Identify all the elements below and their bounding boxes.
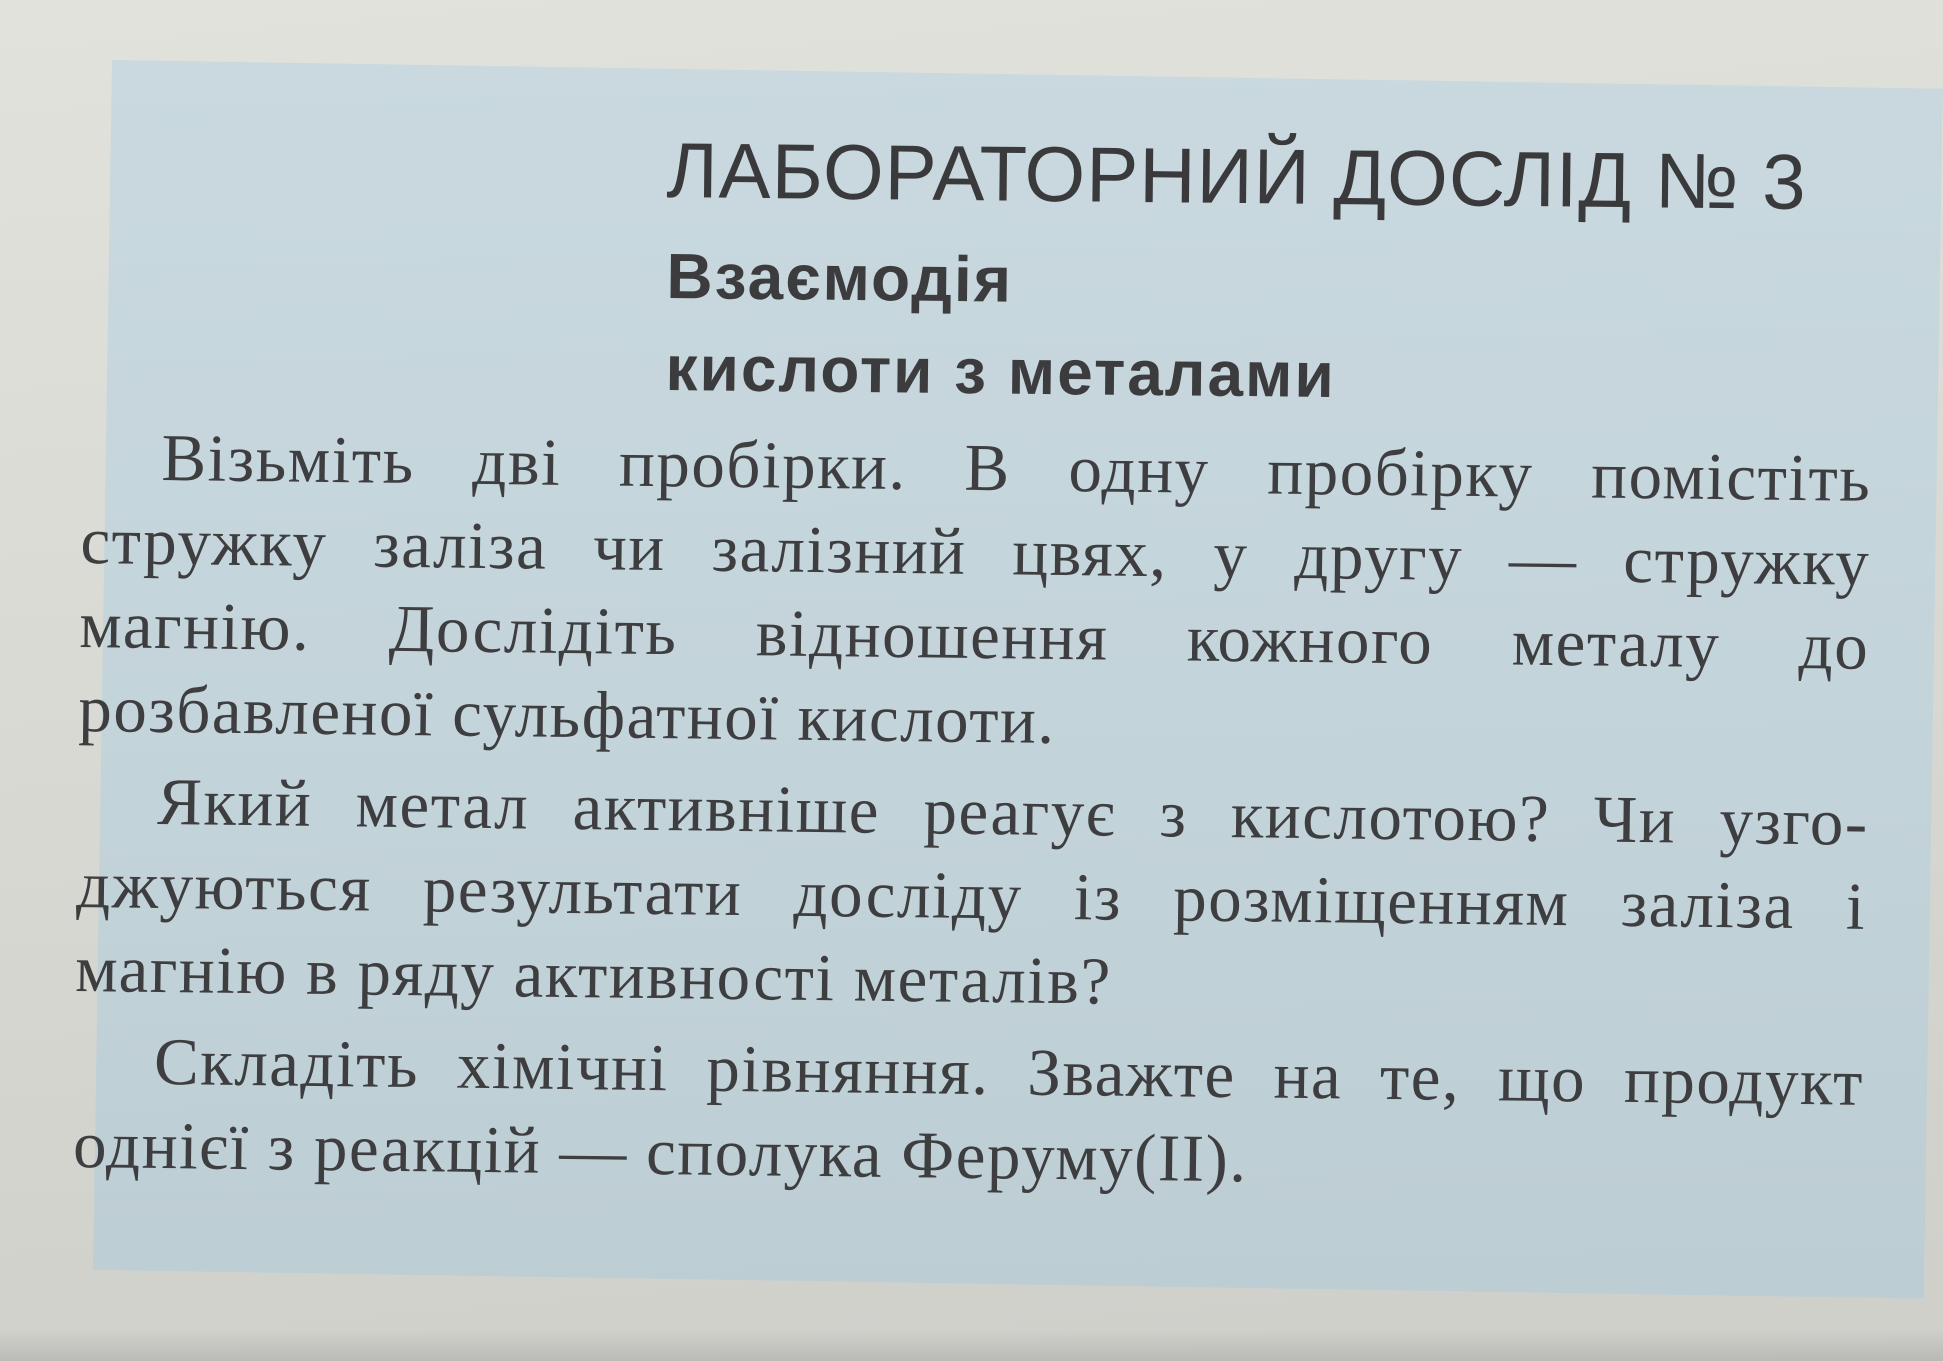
paragraph-equations: Складіть хімічні рівняння. Зважте на те, що продукт однієї з реакцій — сполука Феруму(II).: [72, 1024, 1865, 1197]
page-bottom-edge: [0, 1330, 1943, 1361]
lab-experiment-content: [72, 60, 1943, 1270]
paragraph-questions: Який метал активніше реагує з кислотою? Чи узгоджуються результати досліду із розміщенням заліза і магнію в ряду активності металів?: [74, 764, 1868, 1019]
lab-experiment-label: ЛАБОРАТОРНИЙ ДОСЛІД № 3: [666, 125, 1808, 226]
instructions-text: [73, 415, 1872, 1209]
title-line-2: кислоти з металами: [665, 331, 1337, 412]
lab-experiment-title: [665, 230, 1337, 421]
lab-experiment-panel: [72, 60, 1943, 1299]
title-line-1: Взаємодія: [666, 239, 1014, 316]
paragraph-instructions: Візьміть дві пробірки. В одну пробірку помістіть стружку заліза чи залізний цвях, у другу — стружку магнію. Дослідіть відношення кожного металу до розбавленої сульфатної кислоти.: [77, 420, 1872, 758]
